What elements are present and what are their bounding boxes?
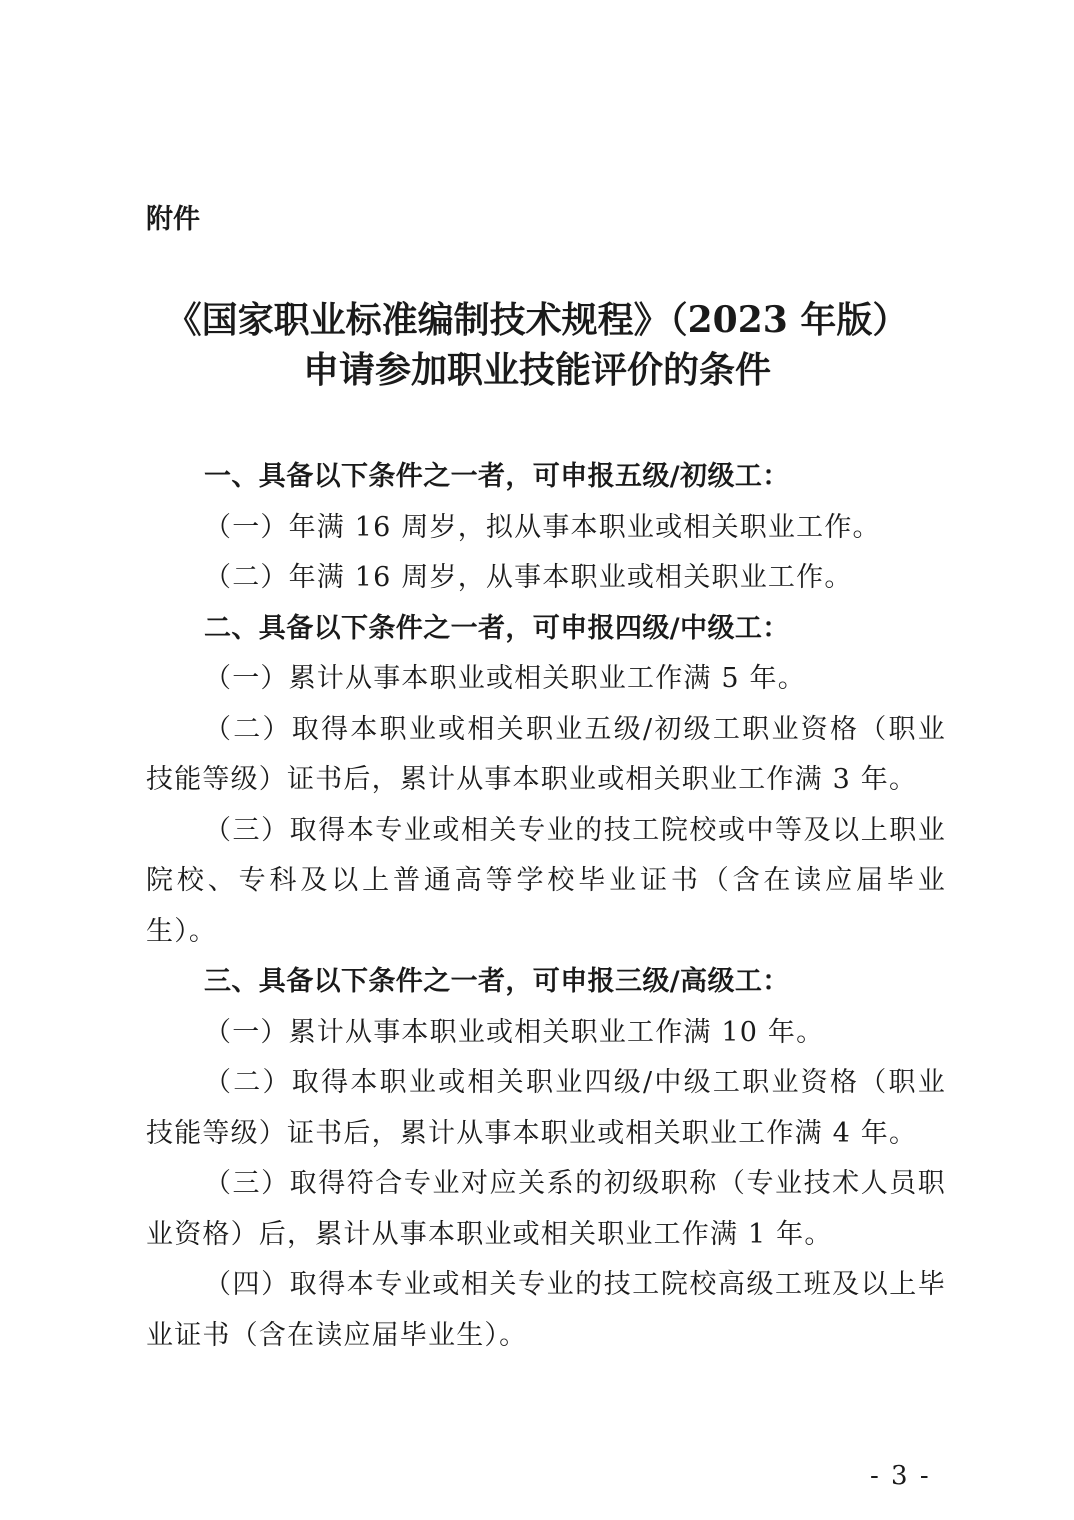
condition-item: （一）累计从事本职业或相关职业工作满 10 年。 bbox=[204, 1016, 825, 1048]
document-title-line1: 《国家职业标准编制技术规程》（2023 年版） bbox=[165, 299, 909, 341]
section-heading-level3: 三、具备以下条件之一者，可申报三级/高级工： bbox=[204, 966, 790, 997]
section-heading-level4: 二、具备以下条件之一者，可申报四级/中级工： bbox=[204, 612, 790, 644]
condition-item: （四）取得本专业或相关专业的技工院校高级工班及以上毕业证书（含在读应届毕业生）。 bbox=[146, 1269, 946, 1351]
condition-item: （一）累计从事本职业或相关职业工作满 5 年。 bbox=[204, 663, 806, 694]
condition-item: （二）年满 16 周岁，从事本职业或相关职业工作。 bbox=[204, 562, 853, 593]
page-number: - 3 - bbox=[870, 1461, 931, 1491]
condition-item: （三）取得本专业或相关专业的技工院校或中等及以上职业院校、专科及以上普通高等学校毕业证书（含在读应届毕业生）。 bbox=[146, 814, 946, 947]
condition-item: （三）取得符合专业对应关系的初级职称（专业技术人员职业资格）后，累计从事本职业或相关职业工作满 1 年。 bbox=[146, 1168, 946, 1250]
document-body bbox=[146, 452, 946, 1361]
attachment-label: 附件 bbox=[146, 204, 200, 235]
condition-item: （二）取得本职业或相关职业五级/初级工职业资格（职业技能等级）证书后，累计从事本职业或相关职业工作满 3 年。 bbox=[146, 713, 946, 795]
document-title-line2: 申请参加职业技能评价的条件 bbox=[302, 349, 771, 391]
condition-item: （二）取得本职业或相关职业四级/中级工职业资格（职业技能等级）证书后，累计从事本职业或相关职业工作满 4 年。 bbox=[146, 1067, 946, 1149]
condition-item: （一）年满 16 周岁，拟从事本职业或相关职业工作。 bbox=[204, 511, 881, 543]
section-heading-level5: 一、具备以下条件之一者，可申报五级/初级工： bbox=[204, 461, 790, 492]
